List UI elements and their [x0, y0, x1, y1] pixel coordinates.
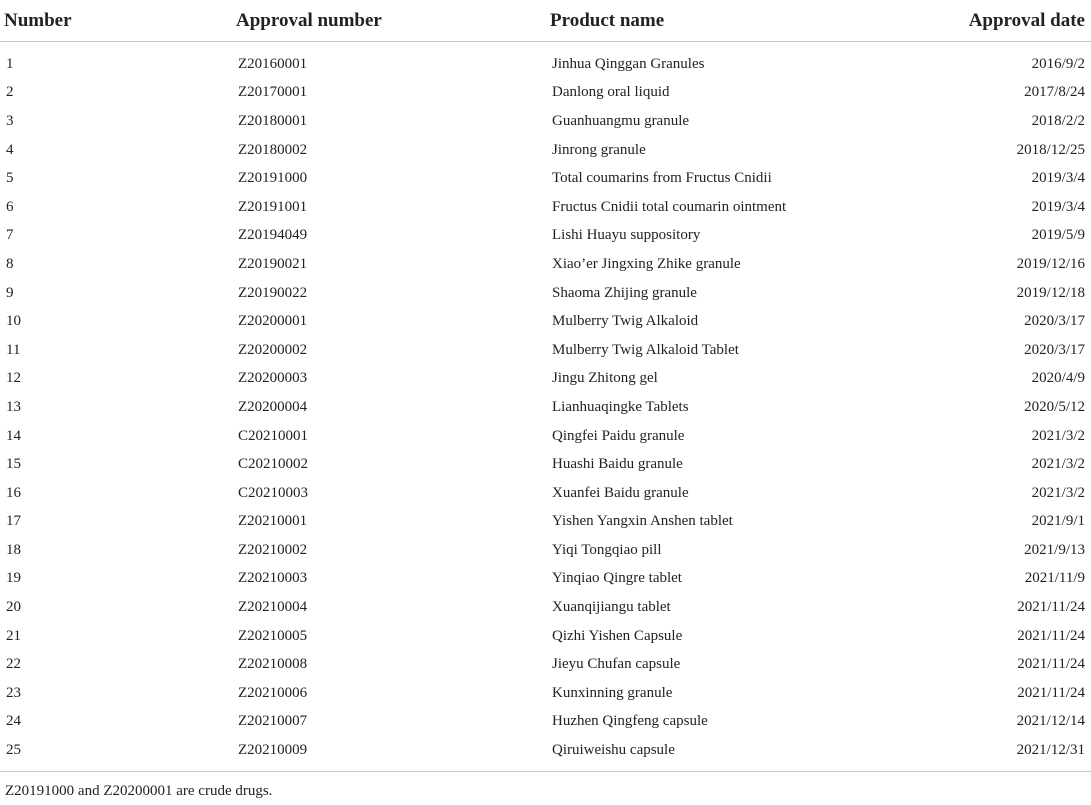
cell-approval-number: Z20210003	[238, 570, 308, 587]
cell-approval-date: 2019/12/16	[1016, 255, 1085, 272]
table-row	[0, 279, 1091, 308]
cell-approval-number: Z20210007	[238, 713, 308, 730]
cell-approval-date: 2021/12/31	[1016, 742, 1085, 759]
cell-product-name: Mulberry Twig Alkaloid Tablet	[552, 341, 739, 358]
table-row	[0, 622, 1091, 651]
cell-number: 19	[6, 570, 21, 587]
cell-approval-date: 2021/11/24	[1017, 656, 1085, 673]
cell-approval-date: 2021/3/2	[1031, 427, 1085, 444]
table-row	[0, 508, 1091, 537]
cell-product-name: Total coumarins from Fructus Cnidii	[552, 170, 772, 187]
cell-product-name: Danlong oral liquid	[552, 84, 670, 101]
cell-number: 3	[6, 112, 14, 129]
cell-number: 6	[6, 198, 14, 215]
table-row	[0, 679, 1091, 708]
cell-product-name: Jinrong granule	[552, 141, 646, 158]
cell-approval-date: 2020/3/17	[1024, 313, 1085, 330]
cell-approval-date: 2021/9/1	[1031, 513, 1085, 530]
cell-approval-number: Z20200001	[238, 313, 308, 330]
cell-approval-number: Z20210002	[238, 541, 308, 558]
cell-product-name: Lishi Huayu suppository	[552, 227, 701, 244]
table-row	[0, 565, 1091, 594]
cell-product-name: Shaoma Zhijing granule	[552, 284, 697, 301]
cell-approval-number: Z20200002	[238, 341, 308, 358]
cell-product-name: Yiqi Tongqiao pill	[552, 541, 662, 558]
cell-approval-number: Z20180002	[238, 141, 308, 158]
cell-number: 12	[6, 370, 21, 387]
cell-approval-number: Z20210006	[238, 684, 308, 701]
cell-approval-number: Z20210009	[238, 742, 308, 759]
cell-approval-number: Z20194049	[238, 227, 308, 244]
cell-approval-number: Z20190021	[238, 255, 308, 272]
table-top-spacer	[0, 42, 1091, 51]
cell-product-name: Xiao’er Jingxing Zhike granule	[552, 255, 741, 272]
cell-number: 22	[6, 656, 21, 673]
table-row	[0, 536, 1091, 565]
cell-product-name: Mulberry Twig Alkaloid	[552, 313, 699, 330]
cell-product-name: Jingu Zhitong gel	[552, 370, 658, 387]
cell-approval-date: 2016/9/2	[1031, 55, 1085, 72]
header-approval-number: Approval number	[232, 0, 546, 42]
cell-approval-number: C20210001	[238, 427, 309, 444]
table-header	[0, 0, 1091, 42]
cell-number: 14	[6, 427, 21, 444]
cell-number: 23	[6, 684, 21, 701]
cell-approval-date: 2021/11/24	[1017, 599, 1085, 616]
cell-approval-date: 2019/12/18	[1016, 284, 1085, 301]
table-row	[0, 307, 1091, 336]
cell-approval-date: 2020/5/12	[1024, 398, 1085, 415]
table-row	[0, 250, 1091, 279]
table-row	[0, 393, 1091, 422]
cell-approval-number: Z20210001	[238, 513, 308, 530]
cell-product-name: Kunxinning granule	[552, 684, 673, 701]
cell-product-name: Xuanqijiangu tablet	[552, 599, 671, 616]
cell-approval-date: 2018/12/25	[1016, 141, 1085, 158]
header-approval-date: Approval date	[906, 0, 1091, 42]
cell-approval-date: 2019/5/9	[1031, 227, 1085, 244]
cell-product-name: Jieyu Chufan capsule	[552, 656, 681, 673]
cell-product-name: Qizhi Yishen Capsule	[552, 627, 683, 644]
table-row	[0, 479, 1091, 508]
cell-approval-date: 2018/2/2	[1031, 112, 1085, 129]
cell-approval-date: 2021/11/9	[1024, 570, 1085, 587]
cell-product-name: Huzhen Qingfeng capsule	[552, 713, 708, 730]
table-row	[0, 222, 1091, 251]
table-row	[0, 136, 1091, 165]
table-bottom-rule	[0, 765, 1091, 772]
cell-approval-number: C20210002	[238, 456, 309, 473]
table-row	[0, 365, 1091, 394]
cell-number: 10	[6, 313, 21, 330]
cell-product-name: Guanhuangmu granule	[552, 112, 690, 129]
cell-approval-date: 2020/3/17	[1024, 341, 1085, 358]
cell-number: 20	[6, 599, 21, 616]
cell-number: 8	[6, 255, 14, 272]
cell-approval-number: Z20200003	[238, 370, 308, 387]
cell-approval-date: 2019/3/4	[1031, 170, 1085, 187]
cell-approval-number: Z20190022	[238, 284, 308, 301]
cell-number: 17	[6, 513, 21, 530]
cell-approval-date: 2020/4/9	[1031, 370, 1085, 387]
cell-product-name: Lianhuaqingke Tablets	[552, 398, 689, 415]
cell-product-name: Jinhua Qinggan Granules	[552, 55, 705, 72]
cell-approval-number: Z20210005	[238, 627, 308, 644]
cell-approval-number: Z20200004	[238, 398, 308, 415]
cell-number: 16	[6, 484, 21, 501]
cell-approval-date: 2021/12/14	[1016, 713, 1085, 730]
cell-approval-number: Z20210008	[238, 656, 308, 673]
cell-approval-number: Z20191000	[238, 170, 308, 187]
cell-number: 13	[6, 398, 21, 415]
cell-number: 25	[6, 742, 21, 759]
cell-product-name: Yinqiao Qingre tablet	[552, 570, 682, 587]
cell-number: 21	[6, 627, 21, 644]
cell-approval-date: 2019/3/4	[1031, 198, 1085, 215]
cell-product-name: Huashi Baidu granule	[552, 456, 683, 473]
table-footnote: Z20191000 and Z20200001 are crude drugs.	[5, 783, 273, 799]
cell-approval-number: C20210003	[238, 484, 309, 501]
header-number: Number	[0, 0, 232, 42]
cell-number: 9	[6, 284, 14, 301]
cell-approval-number: Z20191001	[238, 198, 308, 215]
cell-approval-number: Z20210004	[238, 599, 308, 616]
table-row	[0, 593, 1091, 622]
cell-number: 1	[6, 55, 14, 72]
cell-product-name: Fructus Cnidii total coumarin ointment	[552, 198, 787, 215]
cell-approval-date: 2021/3/2	[1031, 456, 1085, 473]
cell-product-name: Qiruiweishu capsule	[552, 742, 675, 759]
cell-product-name: Yishen Yangxin Anshen tablet	[552, 513, 733, 530]
cell-number: 2	[6, 84, 14, 101]
table-row	[0, 193, 1091, 222]
table-body	[0, 42, 1091, 772]
cell-number: 15	[6, 456, 21, 473]
table-row	[0, 164, 1091, 193]
cell-approval-date: 2021/9/13	[1024, 541, 1085, 558]
cell-product-name: Qingfei Paidu granule	[552, 427, 685, 444]
table-row	[0, 450, 1091, 479]
table-row	[0, 336, 1091, 365]
header-product-name: Product name	[546, 0, 906, 42]
cell-approval-number: Z20180001	[238, 112, 308, 129]
table-row	[0, 650, 1091, 679]
cell-approval-date: 2021/11/24	[1017, 684, 1085, 701]
cell-number: 4	[6, 141, 14, 158]
cell-product-name: Xuanfei Baidu granule	[552, 484, 689, 501]
cell-number: 18	[6, 541, 21, 558]
cell-approval-number: Z20160001	[238, 55, 308, 72]
header-row	[0, 0, 1091, 42]
table-row	[0, 107, 1091, 136]
table-row	[0, 708, 1091, 737]
cell-approval-number: Z20170001	[238, 84, 308, 101]
cell-number: 24	[6, 713, 21, 730]
table-row	[0, 79, 1091, 108]
cell-approval-date: 2017/8/24	[1024, 84, 1085, 101]
table-row	[0, 422, 1091, 451]
table-row	[0, 736, 1091, 765]
table-row	[0, 50, 1091, 79]
cell-number: 7	[6, 227, 14, 244]
cell-number: 5	[6, 170, 14, 187]
cell-approval-date: 2021/11/24	[1017, 627, 1085, 644]
cell-number: 11	[6, 341, 21, 358]
cell-approval-date: 2021/3/2	[1031, 484, 1085, 501]
